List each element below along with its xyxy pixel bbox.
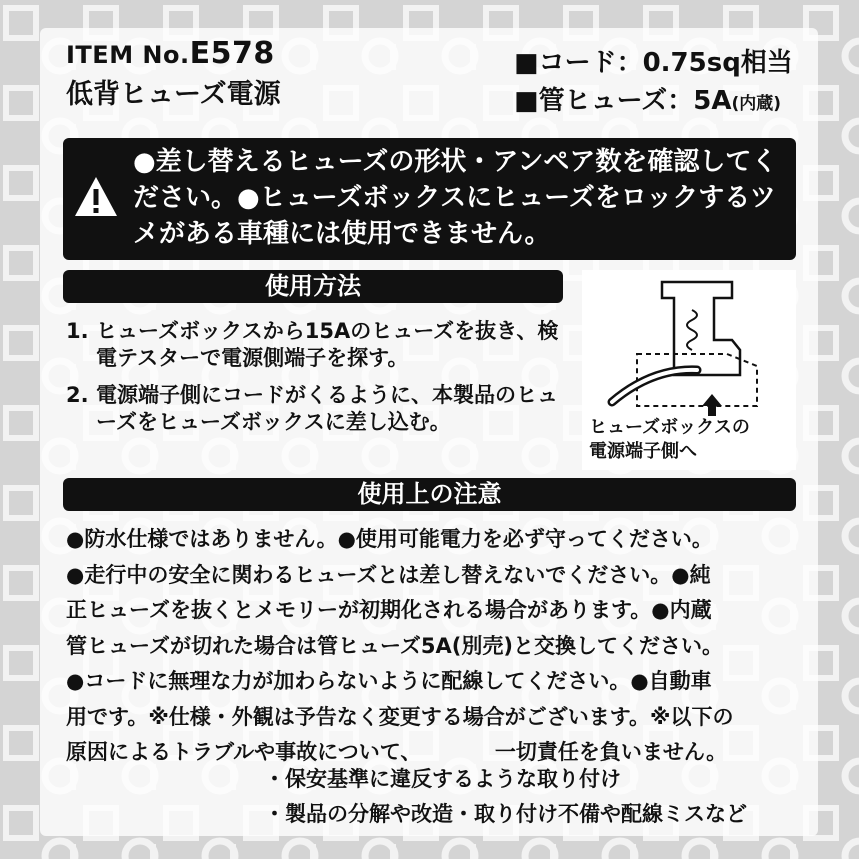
figure-caption — [589, 416, 750, 464]
caution-line: 正ヒューズを抜くとメモリーが初期化される場合があります。●内蔵 — [66, 598, 712, 622]
step-text: 電源端子側にコードがくるように、本製品のヒューズをヒューズボックスに差し込む。 — [96, 383, 558, 434]
header-left — [66, 38, 281, 115]
caution-line: ●防水仕様ではありません。●使用可能電力を必ず守ってください。 — [66, 527, 713, 551]
caution-sub-item: ・製品の分解や改造・取り付け不備や配線ミスなど — [264, 802, 747, 826]
caution-line: 用です。※仕様・外観は予告なく変更する場合がございます。※以下の — [66, 704, 734, 729]
caution-title: 使用上の注意 — [63, 478, 796, 511]
caution-line: ●コードに無理な力が加わらないように配線してください。●自動車 — [66, 669, 712, 693]
usage-step — [66, 318, 566, 372]
warning-triangle-icon — [73, 174, 119, 220]
item-code: E578 — [189, 36, 275, 71]
step-text: ヒューズボックスから15Aのヒューズを抜き、検電テスターで電源側端子を探す。 — [96, 319, 559, 370]
item-label: ITEM No. — [66, 41, 190, 69]
caution-line: 原因によるトラブルや事故について、 一切責任を負いません。 — [66, 740, 728, 764]
caution-notes — [66, 522, 796, 771]
spec-fuse-text: ■管ヒューズ：5A — [514, 86, 732, 116]
caution-sub-items — [264, 762, 747, 832]
usage-step — [66, 382, 566, 436]
product-name: 低背ヒューズ電源 — [66, 79, 281, 110]
figure-caption-line: ヒューズボックスの — [589, 417, 750, 438]
caution-line: ●走行中の安全に関わるヒューズとは差し替えないでください。●純 — [66, 562, 711, 587]
step-number: 1. — [66, 319, 89, 343]
step-number: 2. — [66, 383, 89, 407]
item-number — [66, 38, 281, 71]
spec-fuse — [514, 82, 793, 123]
warning-box — [63, 138, 796, 260]
usage-steps — [66, 318, 566, 446]
usage-title: 使用方法 — [63, 270, 563, 303]
caution-line: 管ヒューズが切れた場合は管ヒューズ5A(別売)と交換してください。 — [66, 633, 723, 658]
spec-fuse-note: (内蔵) — [731, 94, 782, 114]
spec-cord: ■コード：0.75sq相当 — [514, 48, 793, 78]
figure-caption-line: 電源端子側へ — [589, 441, 697, 462]
warning-text: ●差し替えるヒューズの形状・アンペア数を確認してください。●ヒューズボックスにヒューズをロックするツメがある車種には使用できません。 — [133, 147, 778, 249]
spec-block — [514, 44, 793, 123]
caution-sub-item: ・保安基準に違反するような取り付け — [264, 767, 621, 791]
